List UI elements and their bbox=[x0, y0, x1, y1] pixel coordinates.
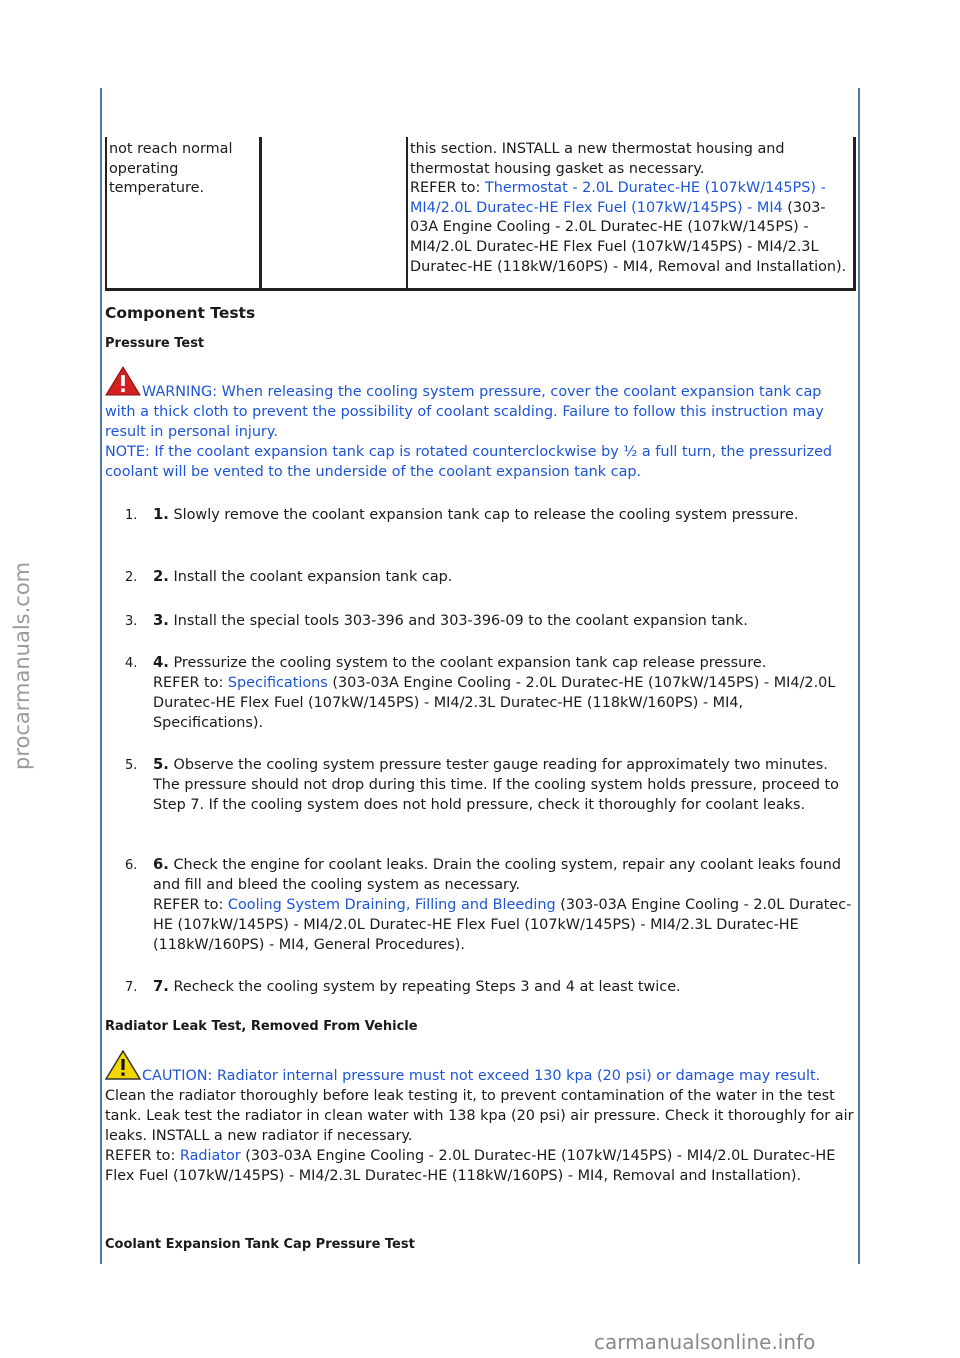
refer-detail: (303-03A Engine Cooling - 2.0L Duratec-HE (107kW/145PS) - MI4/2.0L Duratec-HE Flex Fuel (107kW/145PS) - MI4/2.3L Duratec-HE (118kW/160PS) - MI4, General Procedures). bbox=[153, 897, 852, 953]
action-text: this section. INSTALL a new thermostat housing and thermostat housing gasket as necessary. bbox=[410, 141, 785, 177]
step-text: Check the engine for coolant leaks. Drain the cooling system, repair any coolant leaks found and fill and bleed the cooling system as necessary. bbox=[153, 857, 842, 893]
refer-label: REFER to: bbox=[153, 675, 228, 691]
step-number: 6. bbox=[125, 858, 138, 873]
step-text: Observe the cooling system pressure tester gauge reading for approximately two minutes. The pressure should not drop during this time. If the cooling system holds pressure, proceed to Step 7. If the cooling system does not hold pressure, check it thoroughly for coolant leaks. bbox=[153, 757, 839, 813]
warning-icon bbox=[105, 366, 141, 402]
step-number: 2. bbox=[125, 570, 138, 585]
warning-block bbox=[105, 366, 855, 482]
right-margin-rule bbox=[858, 88, 860, 1264]
step-bold-number: 2. bbox=[153, 568, 169, 585]
radiator-body-text: Clean the radiator thoroughly before leak testing it, to prevent contamination of the water in the test tank. Leak test the radiator in clean water with 138 kpa (20 psi) air pressure. Check it thoroughly for air leaks. INSTALL a new radiator if necessary. bbox=[105, 1088, 854, 1144]
step-number: 1. bbox=[125, 508, 138, 523]
table-cell-condition: not reach normal operating temperature. bbox=[106, 137, 261, 290]
step-text: Install the coolant expansion tank cap. bbox=[168, 569, 453, 585]
step-text: Install the special tools 303-396 and 303-396-09 to the coolant expansion tank. bbox=[168, 613, 748, 629]
refer-detail: (303-03A Engine Cooling - 2.0L Duratec-HE (107kW/145PS) - MI4/2.0L Duratec-HE Flex Fuel (107kW/145PS) - MI4/2.3L Duratec-HE (118kW/160PS) - MI4, Removal and Installation). bbox=[410, 199, 847, 275]
step-text: Recheck the cooling system by repeating Steps 3 and 4 at least twice. bbox=[168, 979, 681, 995]
warning-text: WARNING: When releasing the cooling system pressure, cover the coolant expansion tank cap with a thick cloth to prevent the possibility of coolant scalding. Failure to follow this instruction may result in personal injury. bbox=[105, 384, 824, 440]
refer-label: REFER to: bbox=[410, 180, 485, 197]
table-row bbox=[106, 137, 855, 290]
specifications-link[interactable]: Specifications bbox=[227, 675, 328, 691]
step-bold-number: 1. bbox=[153, 506, 169, 523]
step-text: Pressurize the cooling system to the coolant expansion tank cap release pressure. bbox=[168, 655, 767, 671]
diagnosis-table bbox=[105, 137, 856, 291]
step-number: 5. bbox=[125, 758, 138, 773]
table-cell-empty bbox=[261, 137, 408, 290]
cap-test-heading: Coolant Expansion Tank Cap Pressure Test bbox=[105, 1237, 415, 1252]
step-bold-number: 3. bbox=[153, 612, 169, 629]
refer-label: REFER to: bbox=[105, 1148, 180, 1164]
refer-label: REFER to: bbox=[153, 897, 228, 913]
step-number: 3. bbox=[125, 614, 138, 629]
side-watermark: procarmanuals.com bbox=[10, 561, 34, 770]
refer-detail: (303-03A Engine Cooling - 2.0L Duratec-HE (107kW/145PS) - MI4/2.0L Duratec-HE Flex Fuel (107kW/145PS) - MI4/2.3L Duratec-HE (118kW/160PS) - MI4, Specifications). bbox=[153, 675, 836, 731]
step-number: 7. bbox=[125, 980, 138, 995]
note-text: NOTE: If the coolant expansion tank cap is rotated counterclockwise by ½ a full turn, the pressurized coolant will be vented to the underside of the coolant expansion tank cap. bbox=[105, 444, 833, 480]
bottom-watermark: carmanualsonline.info bbox=[594, 1330, 816, 1354]
step-bold-number: 5. bbox=[153, 756, 169, 773]
caution-text: CAUTION: Radiator internal pressure must not exceed 130 kpa (20 psi) or damage may result. bbox=[142, 1068, 821, 1084]
radiator-link[interactable]: Radiator bbox=[179, 1148, 241, 1164]
refer-detail: (303-03A Engine Cooling - 2.0L Duratec-HE (107kW/145PS) - MI4/2.0L Duratec-HE Flex Fuel (107kW/145PS) - MI4/2.3L Duratec-HE (118kW/160PS) - MI4, Removal and Installation). bbox=[105, 1148, 836, 1184]
caution-icon bbox=[105, 1050, 141, 1086]
step-bold-number: 7. bbox=[153, 978, 169, 995]
left-margin-rule bbox=[100, 88, 102, 1264]
pressure-test-heading: Pressure Test bbox=[105, 336, 205, 351]
draining-filling-link[interactable]: Cooling System Draining, Filling and Bleeding bbox=[227, 897, 556, 913]
step-bold-number: 4. bbox=[153, 654, 169, 671]
step-bold-number: 6. bbox=[153, 856, 169, 873]
step-number: 4. bbox=[125, 656, 138, 671]
table-cell-action bbox=[407, 137, 855, 290]
radiator-test-heading: Radiator Leak Test, Removed From Vehicle bbox=[105, 1019, 418, 1034]
section-title: Component Tests bbox=[105, 304, 256, 322]
thermostat-link[interactable]: Thermostat - 2.0L Duratec-HE (107kW/145PS) - MI4/2.0L Duratec-HE Flex Fuel (107kW/145PS) - MI4 bbox=[410, 180, 826, 216]
radiator-test-block bbox=[105, 1050, 855, 1186]
step-text: Slowly remove the coolant expansion tank cap to release the cooling system pressure. bbox=[168, 507, 799, 523]
